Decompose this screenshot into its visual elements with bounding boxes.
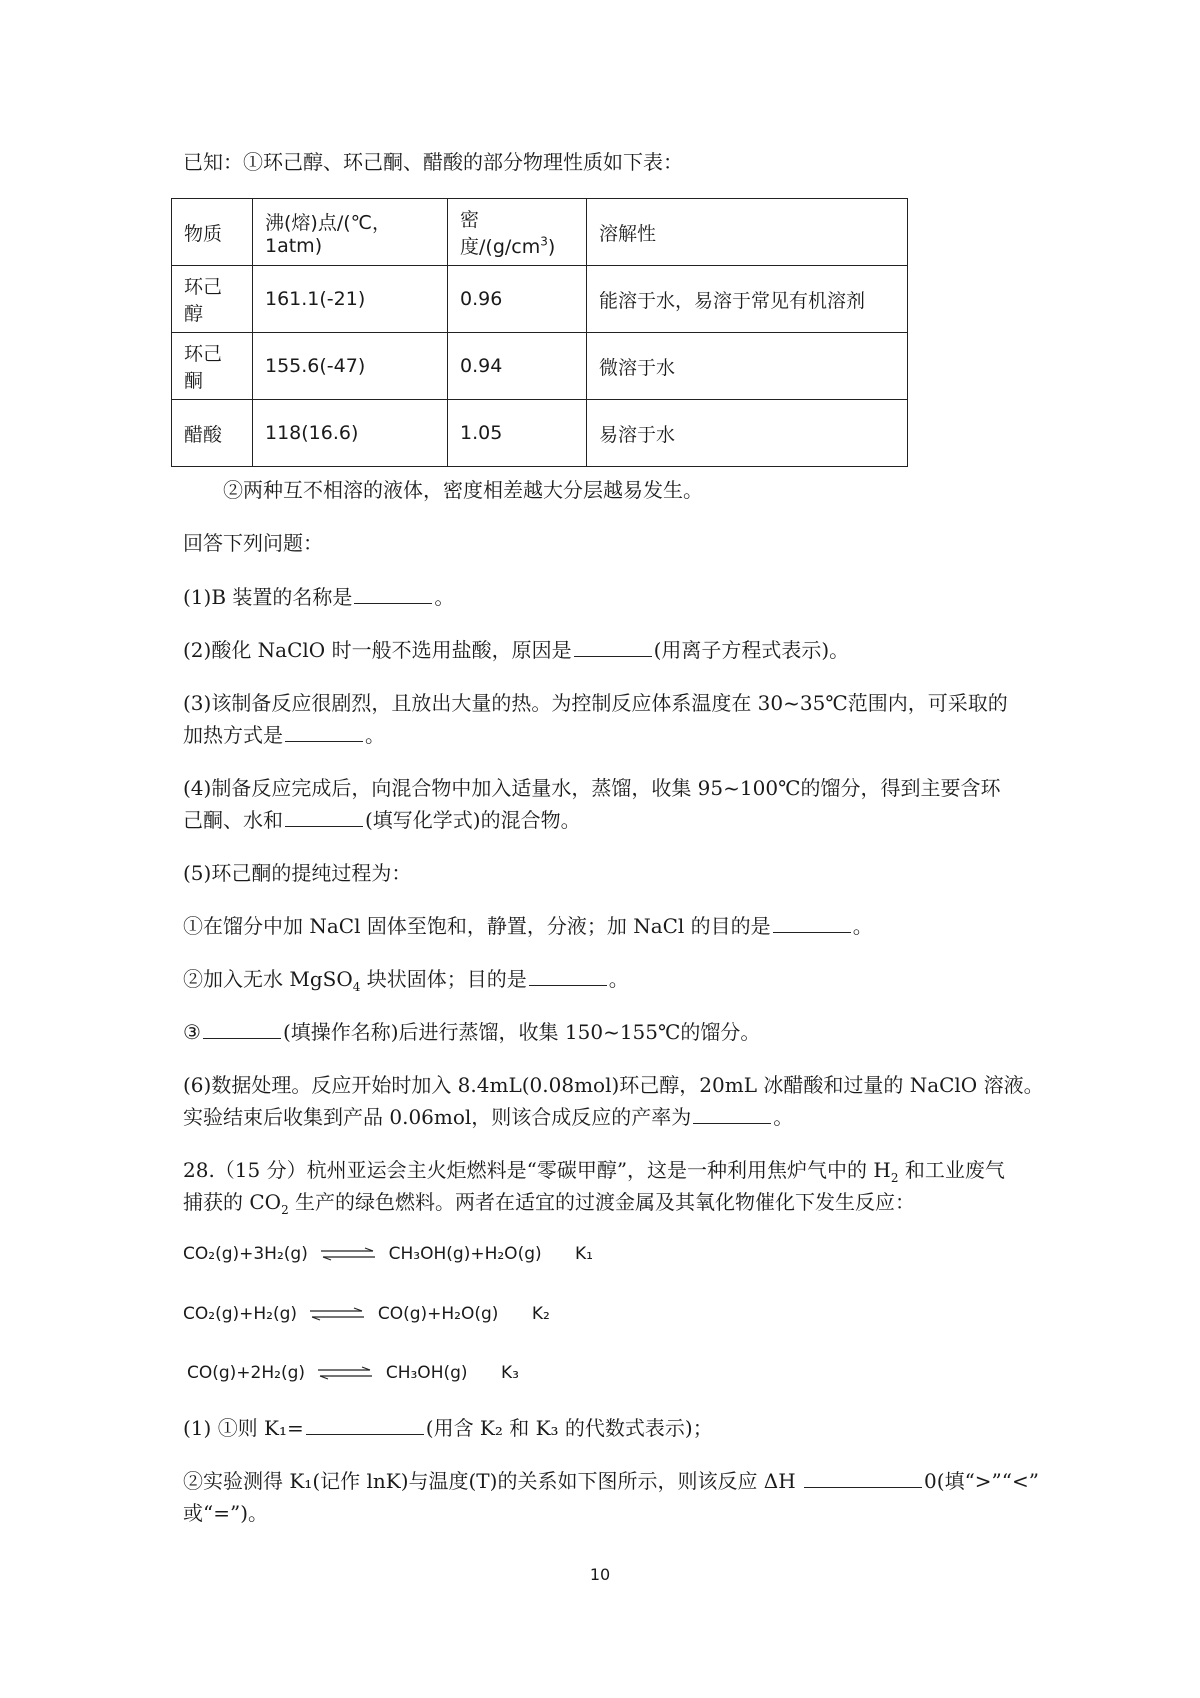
question-2 (183, 634, 1063, 666)
answer-blank (693, 1122, 771, 1124)
q5-step2-end: 。 (608, 967, 629, 991)
answer-blank (285, 825, 363, 827)
equation-3 (187, 1363, 519, 1383)
question-3-line-2 (183, 719, 1063, 751)
answer-blank (203, 1037, 281, 1039)
q5-step3-text: (填操作名称)后进行蒸馏，收集 150~155℃的馏分。 (282, 1020, 761, 1044)
table-cell: 环己酮 (172, 333, 253, 400)
table-cell: 醋酸 (172, 400, 253, 467)
table-cell: 微溶于水 (587, 333, 908, 400)
table-cell: 0.96 (448, 266, 587, 333)
q28-text-c: 捕获的 CO (183, 1190, 282, 1214)
q3-text: 加热方式是 (183, 723, 283, 747)
answer-blank (354, 602, 432, 604)
q5-step2-text-b: 块状固体；目的是 (360, 967, 527, 991)
answer-blank (773, 931, 851, 933)
table-cell: 155.6(-47) (253, 333, 448, 400)
sub2-text-b: 0(填“>”“<” (924, 1469, 1039, 1493)
q1-text: (1)B 装置的名称是 (183, 585, 353, 609)
table-cell: 能溶于水，易溶于常见有机溶剂 (587, 266, 908, 333)
question-5-step-3 (183, 1016, 1063, 1048)
equilibrium-arrow-icon (319, 1247, 377, 1261)
q4-end: (填写化学式)的混合物。 (365, 808, 581, 832)
table-cell: 118(16.6) (253, 400, 448, 467)
equation-1 (183, 1244, 593, 1264)
q6-end: 。 (773, 1105, 794, 1129)
sub-question-2-line-2: 或“=”)。 (183, 1501, 269, 1525)
table-row (172, 266, 908, 333)
table-header: 物质 (172, 199, 253, 266)
q5-step3-num: ③ (183, 1020, 201, 1044)
note-2: ②两种互不相溶的液体，密度相差越大分层越易发生。 (223, 478, 703, 502)
question-5-step-2 (183, 963, 1063, 1003)
table-header (448, 199, 587, 266)
page-number: 10 (589, 1565, 611, 1584)
answer-blank (285, 740, 363, 742)
sub1-end: (用含 K₂ 和 K₃ 的代数式表示)； (425, 1416, 713, 1440)
q4-text: 己酮、水和 (183, 808, 283, 832)
properties-table (171, 198, 908, 467)
question-4-line-1: (4)制备反应完成后，向混合物中加入适量水，蒸馏，收集 95~100℃的馏分，得到主要含环 (183, 776, 1001, 800)
equation-rhs: CO(g)+H₂O(g) (377, 1304, 499, 1324)
q2-text: (2)酸化 NaClO 时一般不选用盐酸，原因是 (183, 638, 572, 662)
q5-step1-text: ①在馏分中加 NaCl 固体至饱和，静置，分液；加 NaCl 的目的是 (183, 914, 771, 938)
table-header: 沸(熔)点/(℃，1atm) (253, 199, 448, 266)
answer-blank (804, 1486, 922, 1488)
equation-2 (183, 1304, 550, 1324)
table-header-row (172, 199, 908, 266)
answer-blank (574, 655, 652, 657)
equilibrium-constant: K₁ (575, 1244, 593, 1264)
equilibrium-constant: K₃ (500, 1363, 519, 1383)
q28-text: 28.（15 分）杭州亚运会主火炬燃料是“零碳甲醇”，这是一种利用焦炉气中的 H (183, 1158, 891, 1182)
table-cell: 161.1(-21) (253, 266, 448, 333)
table-cell: 0.94 (448, 333, 587, 400)
q28-text-d: 生产的绿色燃料。两者在适宜的过渡金属及其氧化物催化下发生反应： (288, 1190, 916, 1214)
equation-rhs: CH₃OH(g) (385, 1363, 468, 1383)
question-28-line-2 (183, 1186, 1063, 1226)
table-row (172, 400, 908, 467)
sub2-text: ②实验测得 K₁(记作 lnK)与温度(T)的关系如下图所示，则该反应 ΔH (183, 1469, 803, 1493)
equation-lhs: CO₂(g)+3H₂(g) (183, 1244, 308, 1264)
sub-question-2-line-1 (183, 1465, 1063, 1497)
equilibrium-constant: K₂ (531, 1304, 550, 1324)
equilibrium-arrow-icon (316, 1366, 374, 1380)
q1-end: 。 (434, 585, 455, 609)
q2-end: (用离子方程式表示)。 (653, 638, 850, 662)
question-5-step-1 (183, 910, 1063, 942)
sub-question-1 (183, 1412, 1063, 1444)
q5-step1-end: 。 (852, 914, 873, 938)
q6-text: 实验结束后收集到产品 0.06mol，则该合成反应的产率为 (183, 1105, 692, 1129)
equilibrium-arrow-icon (308, 1307, 366, 1321)
sub1-text: (1) ①则 K₁= (183, 1416, 304, 1440)
density-header-close: ) (547, 236, 556, 258)
q5-step2-text: ②加入无水 MgSO (183, 967, 353, 991)
equation-lhs: CO(g)+2H₂(g) (187, 1363, 306, 1383)
question-6-line-1: (6)数据处理。反应开始时加入 8.4mL(0.08mol)环己醇，20mL 冰醋酸和过量的 NaClO 溶液。 (183, 1073, 1044, 1097)
q28-sub-2: 2 (281, 1203, 289, 1217)
question-5-title: (5)环己酮的提纯过程为： (183, 861, 412, 885)
q28-sub: 2 (890, 1171, 899, 1185)
answer-prompt: 回答下列问题： (183, 531, 323, 555)
equation-lhs: CO₂(g)+H₂(g) (183, 1304, 298, 1324)
density-header-sup: 3 (540, 234, 548, 249)
question-1 (183, 581, 1063, 613)
answer-blank (306, 1433, 424, 1435)
q28-text-b: 和工业废气 (898, 1158, 1005, 1182)
answer-blank (529, 984, 607, 986)
intro-text: 已知：①环己醇、环己酮、醋酸的部分物理性质如下表： (183, 150, 683, 174)
equation-rhs: CH₃OH(g)+H₂O(g) (388, 1244, 542, 1264)
q3-end: 。 (365, 723, 385, 747)
question-4-line-2 (183, 804, 1063, 836)
table-row (172, 333, 908, 400)
table-cell: 1.05 (448, 400, 587, 467)
question-6-line-2 (183, 1101, 1063, 1133)
table-cell: 易溶于水 (587, 400, 908, 467)
question-3-line-1: (3)该制备反应很剧烈，且放出大量的热。为控制反应体系温度在 30~35℃范围内，可采取的 (183, 691, 1008, 715)
table-header: 溶解性 (587, 199, 908, 266)
table-cell: 环己醇 (172, 266, 253, 333)
q5-step2-sub: 4 (352, 980, 361, 994)
density-header-text: 密度/(g/cm (460, 209, 541, 258)
